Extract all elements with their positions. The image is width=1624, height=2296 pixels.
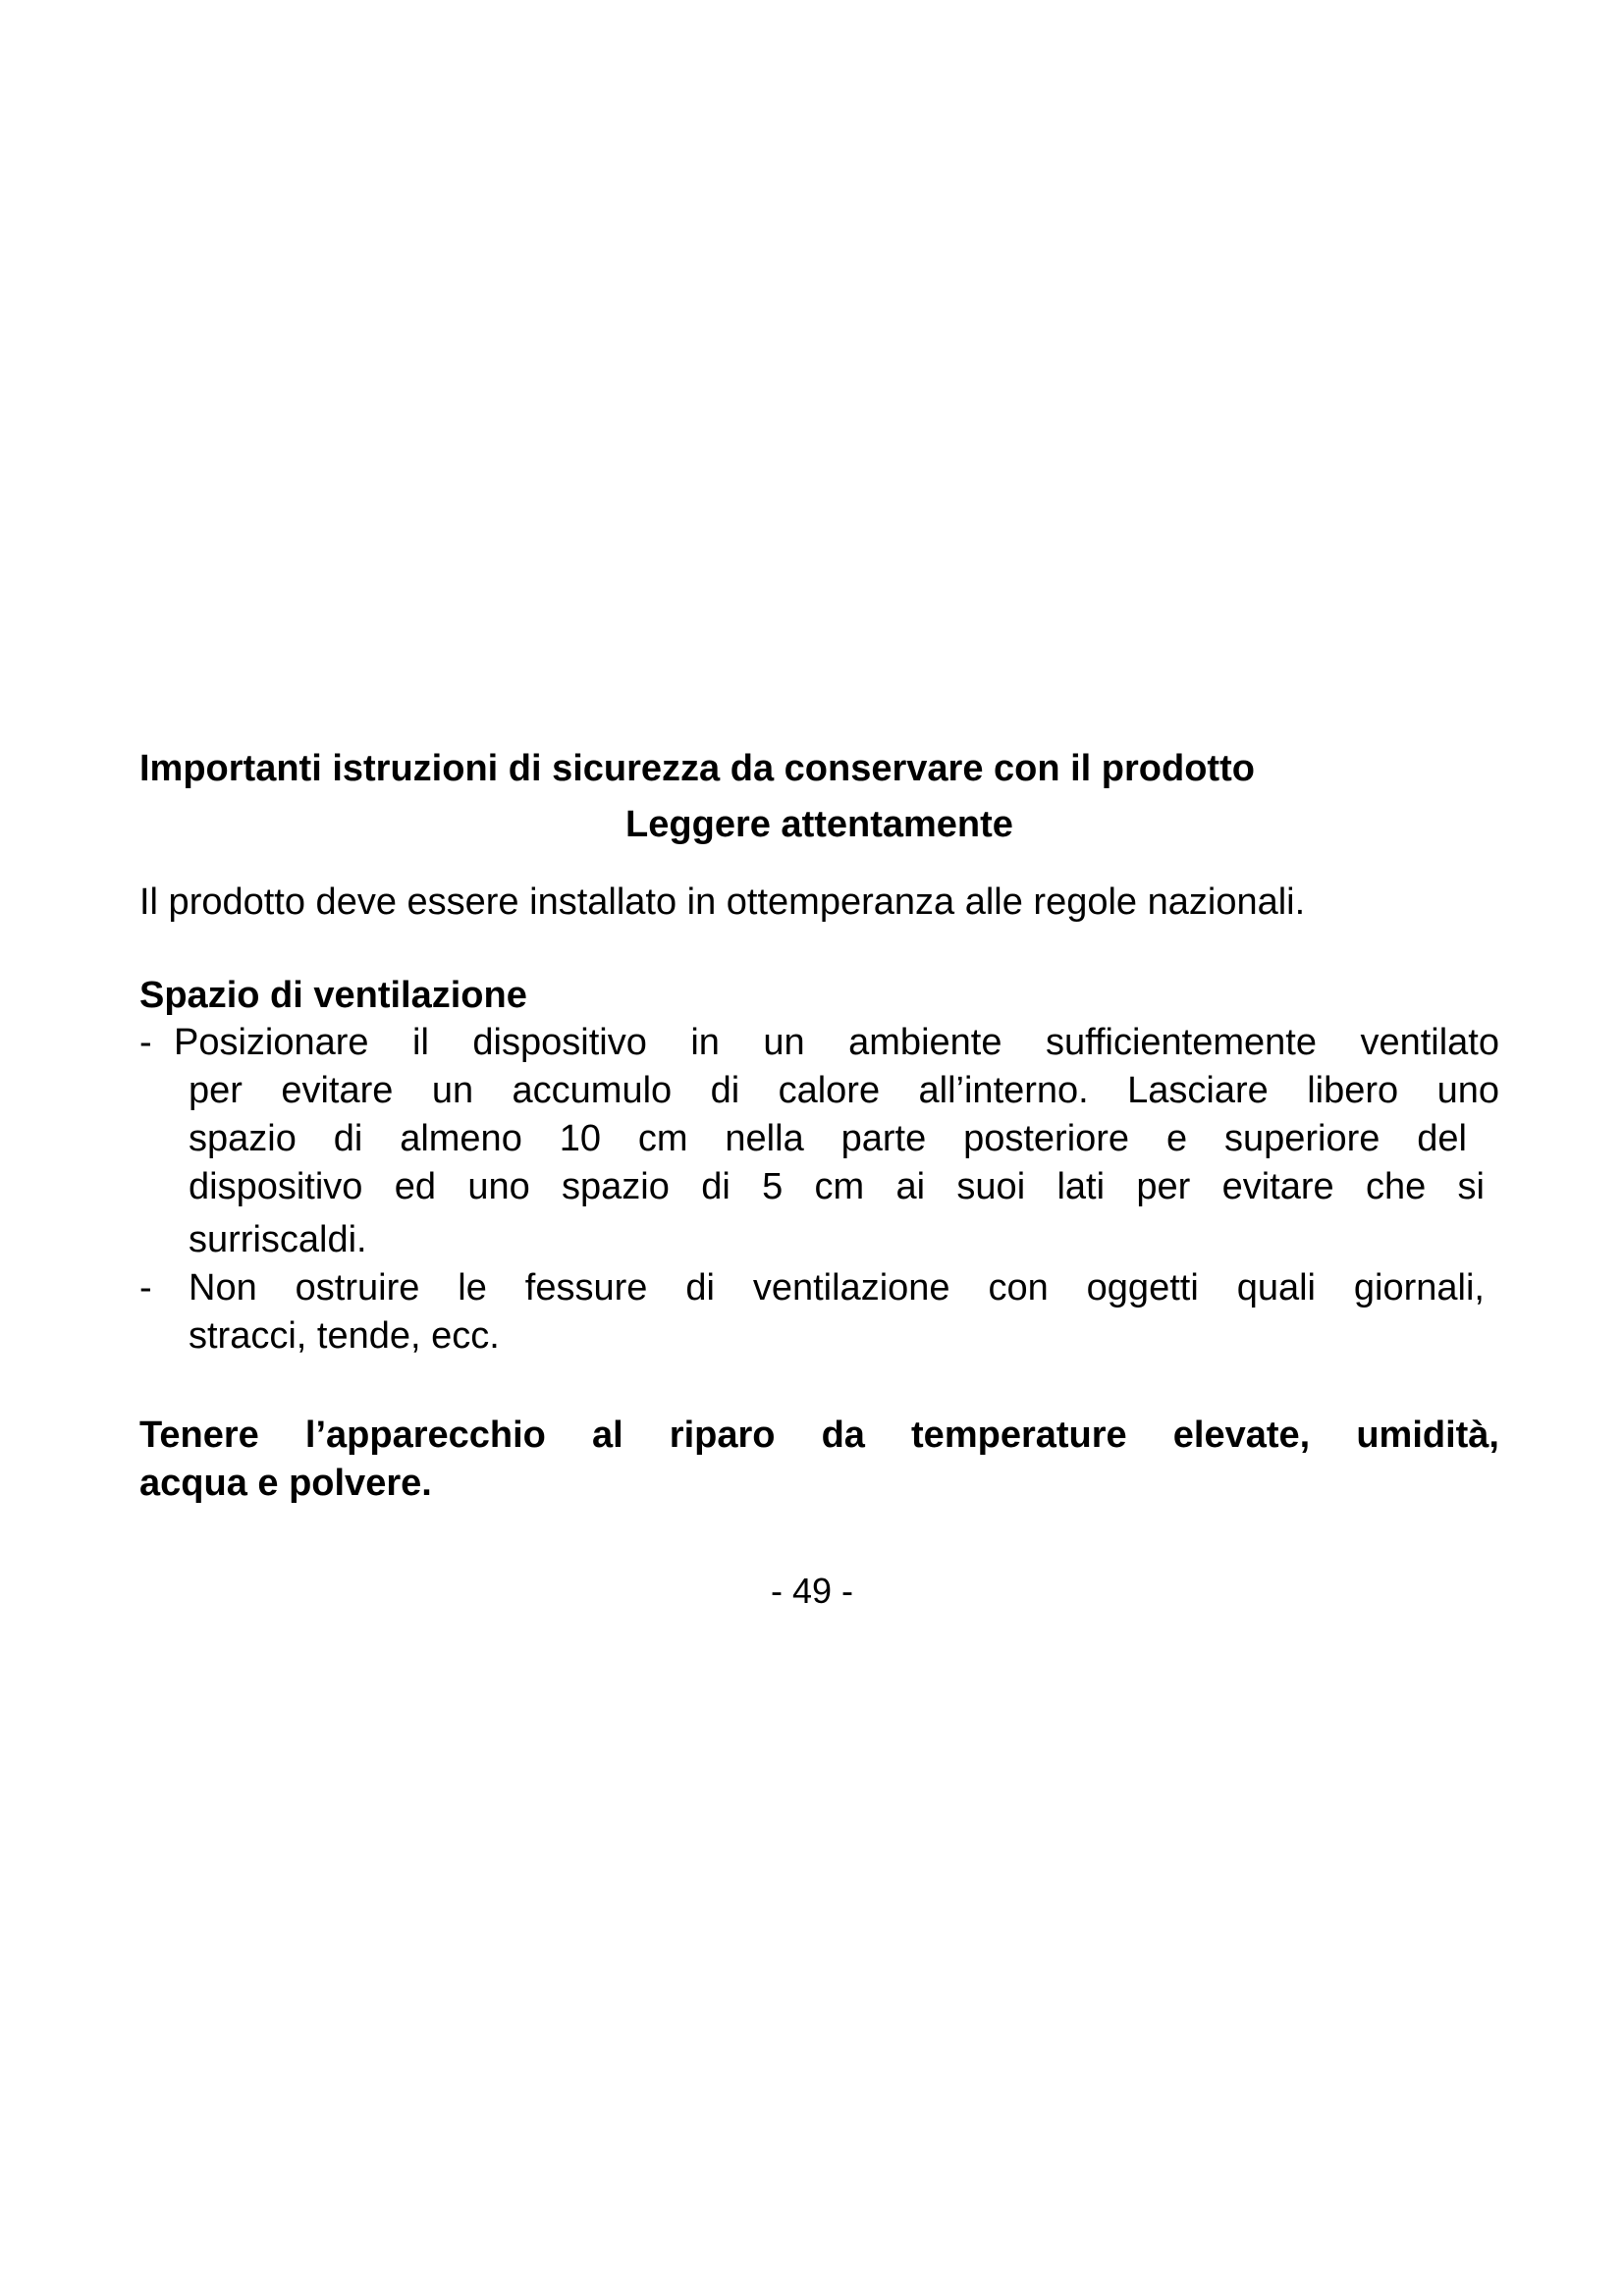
- bullet-line: dispositivo ed uno spazio di 5 cm ai suoi lati per evitare che si: [189, 1166, 1485, 1207]
- page-number: - 49 -: [770, 1571, 854, 1611]
- intro-paragraph: Il prodotto deve essere installato in ottemperanza alle regole nazionali.: [139, 881, 1306, 923]
- bullet-line: Non ostruire le fessure di ventilazione con oggetti quali giornali,: [189, 1267, 1485, 1308]
- section-title: Spazio di ventilazione: [139, 975, 527, 1016]
- bullet-line: surriscaldi.: [189, 1219, 367, 1260]
- bullet-dash: -: [139, 1267, 152, 1308]
- list-item: [139, 1019, 1499, 1264]
- bullet-line: per evitare un accumulo di calore all’interno. Lasciare libero uno: [189, 1070, 1499, 1111]
- warning-paragraph: [139, 1412, 1499, 1508]
- bullet-dash: -: [139, 1022, 152, 1063]
- title-line-2: Leggere attentamente: [625, 804, 1013, 845]
- list-item: [139, 1264, 1499, 1361]
- ventilation-list: [139, 1019, 1499, 1361]
- bullet-text: [174, 1019, 1499, 1264]
- page-title: [139, 741, 1499, 853]
- bullet-line: spazio di almeno 10 cm nella parte posteriore e superiore del: [189, 1118, 1467, 1159]
- bullet-text: [189, 1264, 1499, 1361]
- bullet-line: stracci, tende, ecc.: [189, 1315, 500, 1357]
- warning-line: Tenere l’apparecchio al riparo da temperature elevate, umidità,: [139, 1415, 1499, 1456]
- title-line-1: Importanti istruzioni di sicurezza da conservare con il prodotto: [139, 748, 1255, 789]
- page-content: [139, 741, 1499, 1508]
- bullet-line: Posizionare il dispositivo in un ambiente sufficientemente ventilato: [174, 1022, 1499, 1063]
- warning-line: acqua e polvere.: [139, 1463, 432, 1504]
